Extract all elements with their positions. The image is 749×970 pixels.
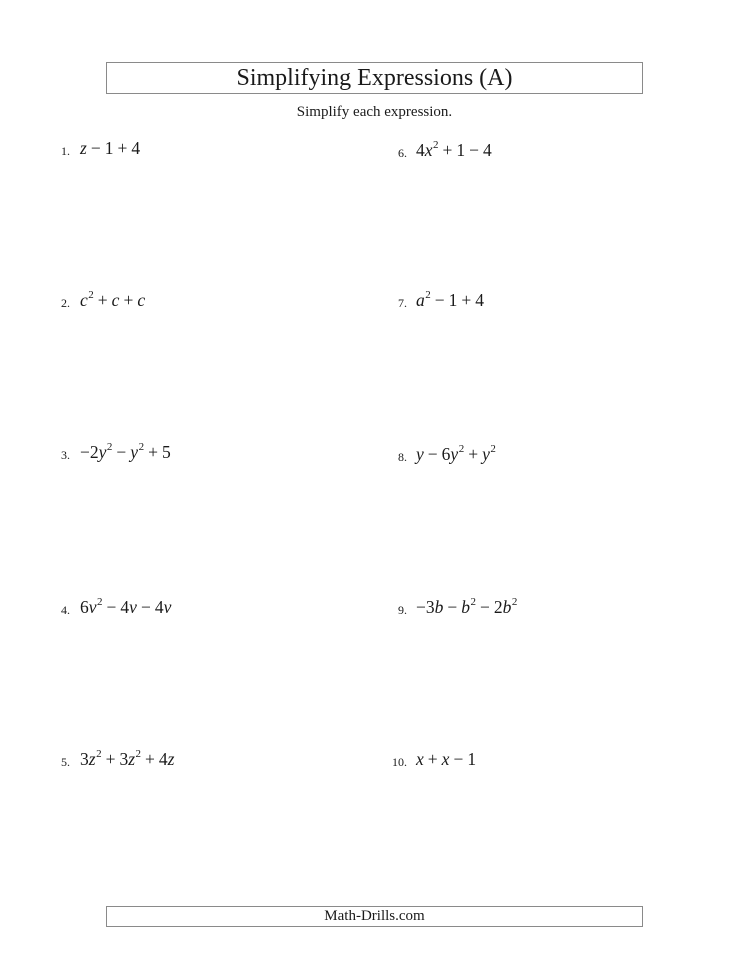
coefficient: 3 [119, 749, 129, 769]
variable: b [434, 597, 444, 617]
problem-expression [416, 443, 496, 468]
problem-expression [416, 139, 492, 164]
coefficient: 1 [104, 138, 114, 158]
problem-number: 1. [61, 144, 70, 158]
operator: − [447, 597, 458, 617]
coefficient: 5 [161, 442, 171, 462]
operator: − [90, 138, 101, 158]
operator: − [427, 444, 438, 464]
operator: + [427, 749, 438, 769]
problem-expression [80, 441, 171, 466]
variable: y [416, 444, 424, 464]
problem-expression [80, 137, 140, 159]
operator: − [453, 749, 464, 769]
problem-expression [80, 748, 174, 773]
variable: b [461, 597, 470, 617]
problem-number: 5. [61, 755, 70, 769]
coefficient: 4 [158, 749, 168, 769]
variable: y [450, 444, 459, 464]
problem-expression [416, 289, 484, 314]
variable: c [137, 290, 146, 310]
operator: + [97, 290, 108, 310]
variable: x [441, 749, 450, 769]
exponent: 2 [106, 441, 113, 453]
variable: y [98, 442, 107, 462]
variable: v [88, 597, 97, 617]
variable: y [130, 442, 139, 462]
problem-expression [80, 289, 145, 314]
exponent: 2 [96, 748, 102, 760]
operator: − [469, 140, 480, 160]
problem-number: 4. [61, 603, 70, 617]
exponent: 2 [138, 441, 145, 453]
problem-number: 10. [392, 755, 407, 769]
operator: + [145, 749, 155, 769]
title-box [106, 62, 643, 94]
problem-number: 9. [398, 603, 407, 617]
coefficient: 4 [483, 140, 492, 160]
exponent: 2 [490, 443, 496, 455]
coefficient: 6 [80, 597, 89, 617]
exponent: 2 [135, 748, 141, 760]
operator: + [105, 749, 116, 769]
footer-box [106, 906, 643, 927]
problem-expression [416, 748, 476, 770]
coefficient: 4 [131, 138, 141, 158]
coefficient: 4 [120, 597, 130, 617]
operator: + [148, 442, 158, 462]
exponent: 2 [425, 289, 431, 301]
exponent: 2 [511, 596, 518, 608]
variable: z [80, 138, 87, 158]
coefficient: 1 [467, 749, 477, 769]
coefficient: 6 [441, 444, 451, 464]
variable: z [128, 749, 135, 769]
problem-expression [80, 596, 171, 621]
exponent: 2 [97, 596, 103, 608]
page-title: Simplifying Expressions (A) [236, 65, 513, 91]
operator: − [106, 597, 117, 617]
operator: − [434, 290, 445, 310]
variable: z [167, 749, 175, 769]
exponent: 2 [470, 596, 476, 608]
operator: + [468, 444, 479, 464]
coefficient: 2 [493, 597, 503, 617]
variable: c [80, 290, 88, 310]
variable: v [163, 597, 172, 617]
coefficient: 3 [80, 749, 89, 769]
variable: x [416, 749, 424, 769]
operator: + [461, 290, 472, 310]
instructions: Simplify each expression. [296, 104, 453, 120]
problem-number: 7. [398, 296, 407, 310]
operator: − [116, 442, 127, 462]
variable: y [482, 444, 490, 464]
exponent: 2 [433, 139, 439, 151]
problem-expression [416, 596, 517, 621]
operator: − [140, 597, 151, 617]
operator: + [123, 290, 134, 310]
coefficient: −3 [416, 597, 435, 617]
variable: c [111, 290, 120, 310]
coefficient: 1 [456, 140, 466, 160]
variable: a [416, 290, 425, 310]
problem-number: 2. [61, 296, 70, 310]
variable: v [129, 597, 137, 617]
problem-number: 6. [398, 146, 407, 160]
footer-credit: Math-Drills.com [324, 908, 425, 924]
variable: b [502, 597, 512, 617]
operator: − [480, 597, 490, 617]
coefficient: 4 [475, 290, 484, 310]
variable: z [88, 749, 96, 769]
coefficient: 4 [416, 140, 425, 160]
variable: x [424, 140, 433, 160]
operator: + [117, 138, 128, 158]
exponent: 2 [88, 289, 94, 301]
operator: + [442, 140, 453, 160]
coefficient: −2 [80, 442, 99, 462]
coefficient: 1 [448, 290, 458, 310]
problem-number: 8. [398, 450, 407, 464]
exponent: 2 [458, 443, 465, 455]
problem-number: 3. [61, 448, 70, 462]
coefficient: 4 [154, 597, 164, 617]
